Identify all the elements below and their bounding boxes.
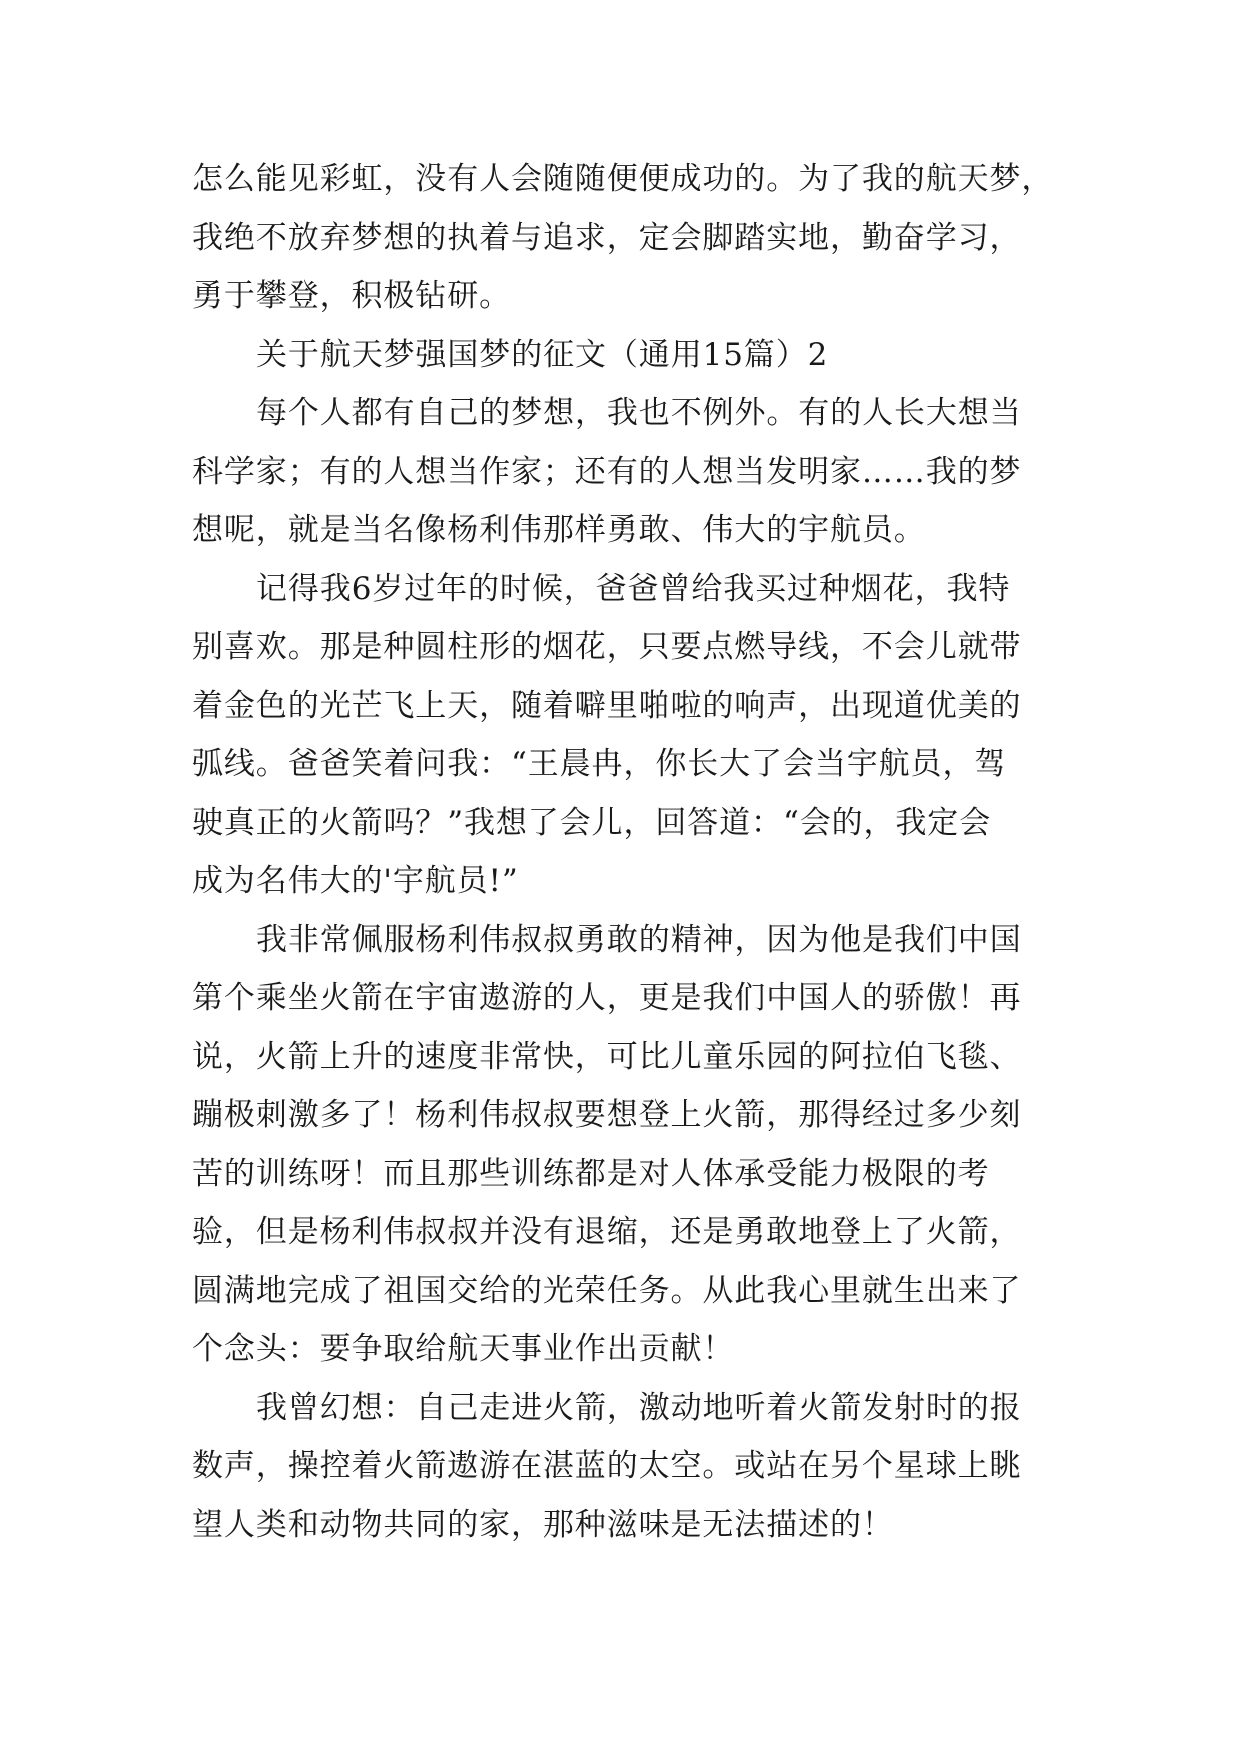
document-body	[192, 150, 1072, 1554]
paragraph-line: 成为名伟大的'宇航员!”	[192, 863, 519, 899]
paragraph-line: 每个人都有自己的梦想，我也不例外。有的人长大想当	[256, 395, 1022, 431]
paragraph-line: 我绝不放弃梦想的执着与追求，定会脚踏实地，勤奋学习，	[192, 219, 1022, 256]
paragraph-line: 验，但是杨利伟叔叔并没有退缩，还是勇敢地登上了火箭，	[192, 1214, 1022, 1250]
paragraph-line: 弧线。爸爸笑着问我：“王晨冉，你长大了会当宇航员，驾	[192, 746, 1007, 782]
paragraph-line: 数声，操控着火箭遨游在湛蓝的太空。或站在另个星球上眺	[192, 1448, 1022, 1484]
paragraph-line: 记得我6岁过年的时候，爸爸曾给我买过种烟花，我特	[256, 570, 1011, 607]
paragraph-line: 怎么能见彩虹，没有人会随随便便成功的。为了我的航天梦，	[192, 161, 1054, 197]
paragraph-line: 蹦极刺激多了！杨利伟叔叔要想登上火箭，那得经过多少刻	[192, 1097, 1022, 1133]
section-title: 关于航天梦强国梦的征文（通用15篇）2	[256, 336, 829, 373]
paragraph-line: 想呢，就是当名像杨利伟那样勇敢、伟大的宇航员。	[192, 512, 926, 548]
paragraph-line: 我曾幻想：自己走进火箭，激动地听着火箭发射时的报	[256, 1389, 1022, 1426]
paragraph-line: 驶真正的火箭吗？”我想了会儿，回答道：“会的，我定会	[192, 804, 992, 841]
paragraph-line: 第个乘坐火箭在宇宙遨游的人，更是我们中国人的骄傲！再	[192, 980, 1022, 1016]
paragraph-line: 着金色的光芒飞上天，随着噼里啪啦的响声，出现道优美的	[192, 687, 1022, 724]
paragraph-line: 圆满地完成了祖国交给的光荣任务。从此我心里就生出来了	[192, 1272, 1022, 1309]
paragraph-line: 我非常佩服杨利伟叔叔勇敢的精神，因为他是我们中国	[256, 921, 1022, 958]
paragraph-line: 勇于攀登，积极钻研。	[192, 278, 511, 314]
paragraph-line: 苦的训练呀！而且那些训练都是对人体承受能力极限的考	[192, 1155, 990, 1192]
paragraph-line: 个念头：要争取给航天事业作出贡献！	[192, 1331, 735, 1367]
paragraph-line: 望人类和动物共同的家，那种滋味是无法描述的！	[192, 1506, 894, 1543]
paragraph-line: 别喜欢。那是种圆柱形的烟花，只要点燃导线，不会儿就带	[192, 629, 1022, 665]
paragraph-line: 说，火箭上升的速度非常快，可比儿童乐园的阿拉伯飞毯、	[192, 1038, 1022, 1075]
paragraph-line: 科学家；有的人想当作家；还有的人想当发明家……我的梦	[192, 453, 1022, 490]
